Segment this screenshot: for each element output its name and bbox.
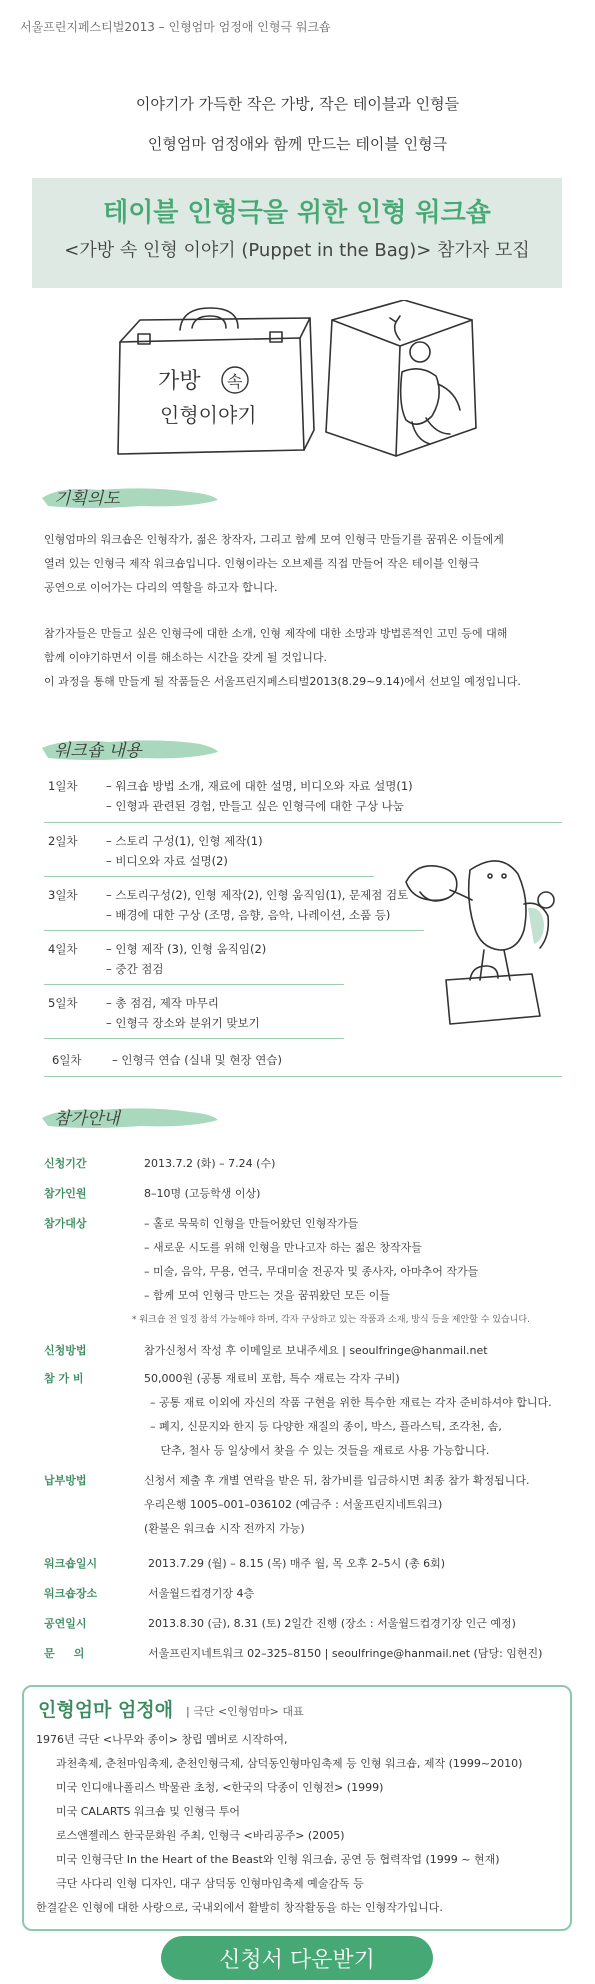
divider [44,822,562,823]
date-value: 2013.7.29 (월) – 8.15 (목) 매주 월, 목 오후 2–5시 (총 6회) [148,1557,446,1570]
target-item-3: – 미술, 음악, 무용, 연극, 무대미술 전공자 및 종사자, 아마추어 작가들 [144,1265,479,1278]
day-5-item-2: – 인형극 장소와 분위기 맞보기 [106,1016,260,1030]
profile-line-8: 한결같은 인형에 대한 사랑으로, 국내외에서 활발히 창작활동을 하는 인형작가입니다. [36,1901,443,1914]
section-workshop-title: 워크숍 내용 [54,741,142,761]
day-label-3: 3일차 [48,888,78,902]
plan-line-3: 공연으로 이어가는 다리의 역할을 하고자 합니다. [44,581,278,594]
page-title: 테이블 인형극을 위한 인형 워크숍 [103,198,491,228]
breadcrumb: 서울프린지페스티벌2013 – 인형엄마 엄정애 인형극 워크숍 [20,20,331,34]
day-2-item-1: – 스토리 구성(1), 인형 제작(1) [106,834,263,848]
bag-text-line-2: 인형이야기 [160,403,257,427]
bag-circle-char: 속 [227,372,243,391]
plan-line-1: 인형엄마의 워크숍은 인형작가, 젊은 창작자, 그리고 함께 모여 인형극 만들기를 꿈꿔온 이들에게 [44,533,504,546]
day-1-item-2: – 인형과 관련된 경험, 만들고 싶은 인형극에 대한 구상 나눔 [106,799,404,813]
profile-line-3: 미국 인디애나폴리스 박물관 초청, <한국의 닥종이 인형전> (1999) [56,1781,384,1794]
target-label: 참가대상 [44,1217,87,1230]
intro-line-2: 인형엄마 엄정애와 함께 만드는 테이블 인형극 [147,135,448,153]
bag-illustration [100,300,500,460]
profile-line-7: 극단 사다리 인형 디자인, 대구 삼덕동 인형마임축제 예술감독 등 [56,1877,364,1890]
day-2-item-2: – 비디오와 자료 설명(2) [106,854,228,868]
people-value: 8–10명 (고등학생 이상) [144,1187,261,1200]
section-info-title: 참가안내 [54,1109,120,1129]
target-note: * 워크숍 전 일정 참석 가능해야 하며, 각자 구상하고 있는 작품과 소재, 방식 등을 제안할 수 있습니다. [132,1315,530,1325]
period-value: 2013.7.2 (화) – 7.24 (수) [144,1157,276,1170]
day-5-item-1: – 총 점검, 제작 마무리 [106,996,219,1010]
fee-line-2: – 공통 재료 이외에 자신의 작품 구현을 위한 특수한 재료는 각자 준비하셔야 합니다. [150,1396,552,1409]
day-3-item-1: – 스토리구성(2), 인형 제작(2), 인형 움직임(1), 문제점 검토 [106,888,409,902]
fee-line-4: 단추, 철사 등 일상에서 찾을 수 있는 것들을 재료로 사용 가능합니다. [150,1444,490,1457]
bag-text-line-1: 가방 [158,369,201,394]
divider [44,876,374,877]
profile-line-5: 로스앤젤레스 한국문화원 주최, 인형극 <바리공주> (2005) [56,1829,345,1842]
day-label-2: 2일차 [48,834,78,848]
fee-line-1: 50,000원 (공통 재료비 포함, 특수 재료는 각자 구비) [144,1372,400,1385]
divider [44,930,424,931]
section-workshop-header [40,730,220,770]
profile-role: | 극단 <인형엄마> 대표 [186,1705,304,1718]
day-1-item-1: – 워크숍 방법 소개, 재료에 대한 설명, 비디오와 자료 설명(1) [106,779,413,793]
day-label-1: 1일차 [48,779,78,793]
header [0,0,595,50]
section-plan-header [40,478,220,518]
pay-label: 납부방법 [44,1474,87,1487]
download-button-label: 신청서 다운받기 [219,1948,375,1973]
place-label: 워크숍장소 [44,1587,98,1600]
target-item-4: – 함께 모여 인형극 만드는 것을 꿈꿔왔던 모든 이들 [144,1289,390,1302]
section-info-header [40,1098,220,1138]
plan-line-5: 함께 이야기하면서 이를 해소하는 시간을 갖게 될 것입니다. [44,651,327,664]
profile-box [22,1685,572,1931]
plan-line-4: 참가자들은 만들고 싶은 인형극에 대한 소개, 인형 제작에 대한 소망과 방법론적인 고민 등에 대해 [44,627,508,640]
show-label: 공연일시 [44,1617,87,1630]
profile-line-4: 미국 CALARTS 워크숍 및 인형극 투어 [56,1805,241,1818]
target-item-1: – 홀로 묵묵히 인형을 만들어왔던 인형작가들 [144,1217,359,1230]
page-subtitle: <가방 속 인형 이야기 (Puppet in the Bag)> 참가자 모집 [64,240,530,261]
section-plan-title: 기획의도 [54,489,120,509]
profile-line-6: 미국 인형극단 In the Heart of the Beast와 인형 워크숍, 공연 등 협력작업 (1999 ~ 현재) [56,1853,500,1866]
place-value: 서울월드컵경기장 4층 [148,1587,255,1600]
day-4-item-2: – 중간 점검 [106,962,164,976]
date-label: 워크숍일시 [44,1557,98,1570]
profile-line-1: 1976년 극단 <나무와 종이> 창립 멤버로 시작하여, [36,1733,288,1746]
fee-label: 참 가 비 [44,1372,84,1385]
apply-value: 참가신청서 작성 후 이메일로 보내주세요 | seoulfringe@hanmail.net [144,1344,488,1357]
apply-label: 신청방법 [44,1344,87,1357]
target-item-2: – 새로운 시도를 위해 인형을 만나고자 하는 젊은 창작자들 [144,1241,422,1254]
day-label-5: 5일차 [48,996,78,1010]
people-label: 참가인원 [44,1187,87,1200]
day-label-6: 6일차 [52,1053,82,1067]
divider [44,1076,562,1077]
contact-label: 문 의 [44,1647,85,1660]
puppet-illustration [400,830,570,1030]
profile-name: 인형엄마 엄정애 [38,1699,174,1721]
day-3-item-2: – 배경에 대한 구상 (조명, 음향, 음악, 나레이션, 소품 등) [106,908,391,922]
period-label: 신청기간 [44,1157,87,1170]
profile-line-2: 과천축제, 춘천마임축제, 춘천인형극제, 삼덕동인형마임축제 등 인형 워크숍, 제작 (1999~2010) [56,1757,523,1770]
pay-line-2: 우리은행 1005–001–036102 (예금주 : 서울프린지네트워크) [144,1498,443,1511]
day-4-item-1: – 인형 제작 (3), 인형 움직임(2) [106,942,267,956]
contact-value: 서울프린지네트워크 02–325–8150 | seoulfringe@hanmail.net (담당: 임현진) [148,1647,543,1660]
intro-line-1: 이야기가 가득한 작은 가방, 작은 테이블과 인형들 [135,95,460,113]
fee-line-3: – 폐지, 신문지와 한지 등 다양한 재질의 종이, 박스, 플라스틱, 조각천, 솜, [150,1420,502,1433]
pay-line-3: (환불은 워크숍 시작 전까지 가능) [144,1522,305,1535]
download-application-button[interactable] [161,1936,433,1980]
day-label-4: 4일차 [48,942,78,956]
show-value: 2013.8.30 (금), 8.31 (토) 2일간 진행 (장소 : 서울월드컵경기장 인근 예정) [148,1617,516,1630]
title-box [32,178,562,288]
plan-line-2: 열려 있는 인형극 제작 워크숍입니다. 인형이라는 오브제를 직접 만들어 작은 테이블 인형극 [44,557,480,570]
pay-line-1: 신청서 제출 후 개별 연락을 받은 뒤, 참가비를 입금하시면 최종 참가 확정됩니다. [144,1474,530,1487]
day-6-item-1: – 인형극 연습 (실내 및 현장 연습) [112,1053,282,1067]
plan-line-6: 이 과정을 통해 만들게 될 작품들은 서울프린지페스티벌2013(8.29~9.14)에서 선보일 예정입니다. [44,675,521,688]
divider [44,984,344,985]
divider [44,1038,344,1039]
